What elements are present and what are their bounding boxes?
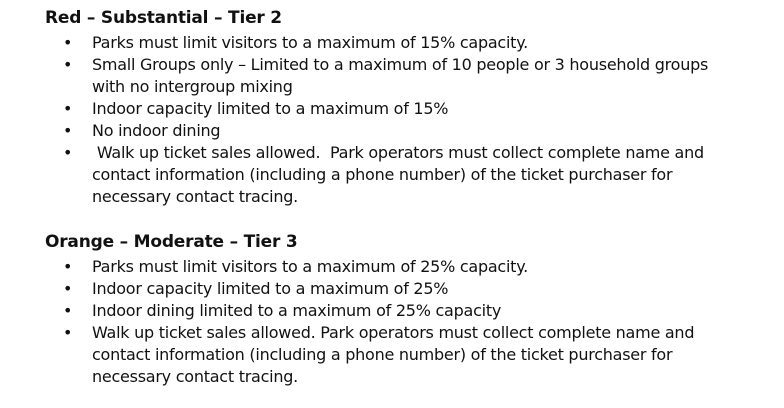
bullet-icon: • xyxy=(63,323,73,342)
list-item-text: Walk up ticket sales allowed. Park operators must collect complete name and contact information (including a phone number) of the ticket purchaser for necessary contact tracing. xyxy=(92,323,695,386)
list-item-text: Small Groups only – Limited to a maximum of 10 people or 3 household groups with no intergroup mixing xyxy=(92,55,709,96)
list-item-text: Indoor dining limited to a maximum of 25% capacity xyxy=(92,301,502,320)
section-red-tier-2 xyxy=(45,6,784,208)
list-item-text: Walk up ticket sales allowed. Park operators must collect complete name and contact information (including a phone number) of the ticket purchaser for necessary contact tracing. xyxy=(92,143,709,206)
list-item-text: Indoor capacity limited to a maximum of 25% xyxy=(92,279,449,298)
list-item-text: Parks must limit visitors to a maximum of 25% capacity. xyxy=(92,257,528,276)
list-item xyxy=(45,300,735,322)
list-item xyxy=(45,32,735,54)
list-item xyxy=(45,256,735,278)
bullet-list xyxy=(45,32,784,208)
bullet-icon: • xyxy=(63,33,73,52)
list-item-text: Indoor capacity limited to a maximum of 15% xyxy=(92,99,449,118)
list-item xyxy=(45,98,735,120)
bullet-icon: • xyxy=(63,121,73,140)
bullet-icon: • xyxy=(63,143,73,162)
list-item xyxy=(45,278,735,300)
list-item xyxy=(45,142,735,208)
bullet-icon: • xyxy=(63,99,73,118)
list-item-text: No indoor dining xyxy=(92,121,221,140)
list-item xyxy=(45,120,735,142)
bullet-icon: • xyxy=(63,257,73,276)
list-item-text: Parks must limit visitors to a maximum of 15% capacity. xyxy=(92,33,528,52)
list-item xyxy=(45,54,735,98)
section-heading: Orange – Moderate – Tier 3 xyxy=(45,232,298,252)
bullet-icon: • xyxy=(63,279,73,298)
bullet-list xyxy=(45,256,784,388)
section-orange-tier-3 xyxy=(45,230,784,388)
bullet-icon: • xyxy=(63,55,73,74)
bullet-icon: • xyxy=(63,301,73,320)
list-item xyxy=(45,322,735,388)
section-heading: Red – Substantial – Tier 2 xyxy=(45,8,282,28)
